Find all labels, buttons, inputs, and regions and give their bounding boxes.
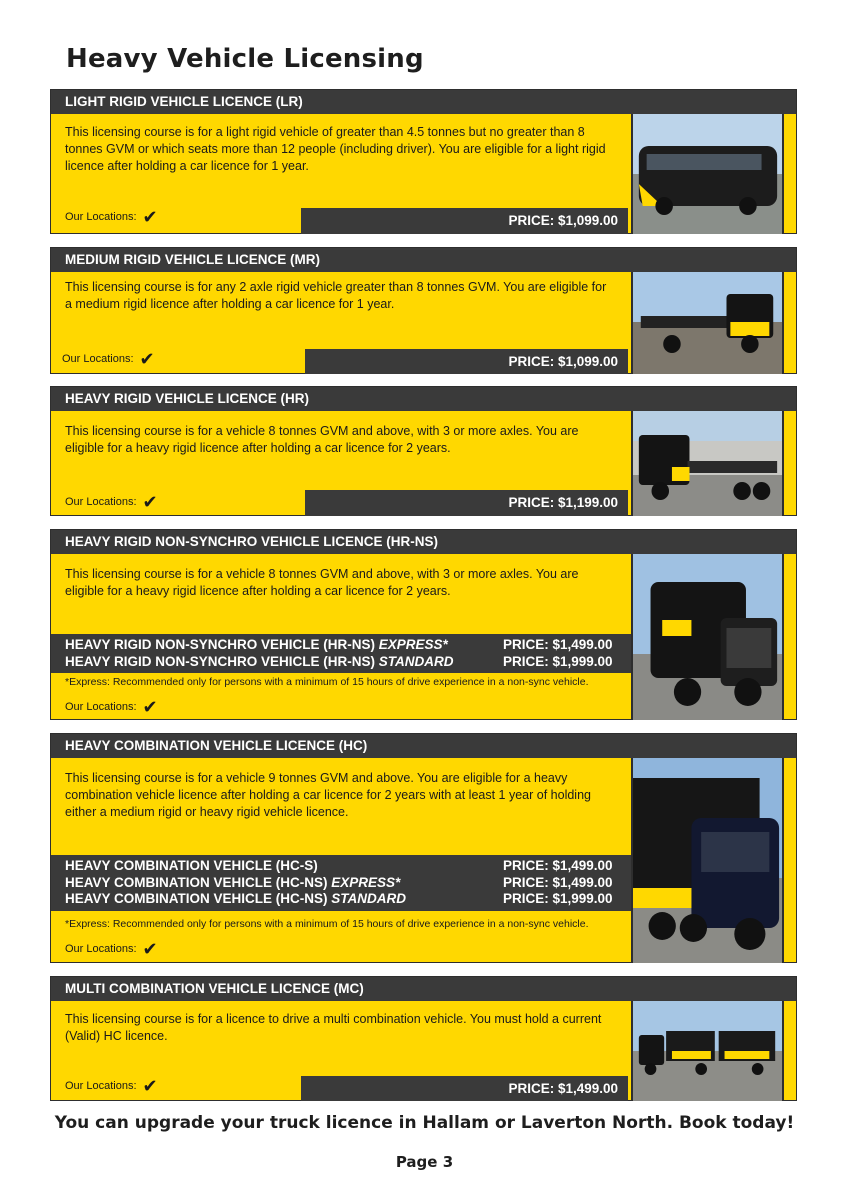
locations-text: Our Locations: (65, 211, 137, 223)
options-bar (51, 634, 631, 673)
card-hrns (50, 529, 797, 720)
locations-label[interactable] (65, 208, 158, 226)
card-description: This licensing course is for a light rigid vehicle of greater than 4.5 tonnes but no greater than 8 tonnes GVM or which seats more than 12 people (including driver). You are eligible for a light rigid licence after holding a car licence for 1 year. (65, 125, 606, 173)
option-title: HEAVY RIGID NON-SYNCHRO VEHICLE (HR-NS) (65, 653, 379, 669)
options-bar (51, 855, 631, 911)
option-title: HEAVY COMBINATION VEHICLE (HC-NS) (65, 891, 332, 906)
option-name (65, 891, 406, 908)
option-variant: EXPRESS* (331, 874, 401, 890)
price-bar: PRICE: $1,099.00 (301, 208, 628, 234)
locations-label[interactable] (65, 1077, 158, 1095)
card-lr (50, 89, 797, 234)
option-title: HEAVY COMBINATION VEHICLE (HC-S) (65, 858, 318, 873)
locations-label[interactable] (65, 493, 158, 511)
option-price: PRICE: $1,499.00 (503, 637, 613, 652)
option-name (65, 654, 454, 671)
card-description: This licensing course is for a vehicle 8 tonnes GVM and above, with 3 or more axles. You are eligible for a heavy rigid licence after holding a car licence for 2 years. (65, 424, 579, 455)
express-note: *Express: Recommended only for persons with a minimum of 15 hours of drive experience in a non-sync vehicle. (65, 676, 589, 688)
card-hr (50, 386, 797, 516)
flatbed-truck-photo (631, 272, 784, 374)
price-bar: PRICE: $1,099.00 (305, 349, 628, 374)
card-description: This licensing course is for a vehicle 9 tonnes GVM and above. You are eligible for a heavy combination vehicle licence after holding a car licence for 2 years with at least 1 year of holding either a medium rigid or heavy rigid vehicle licence. (65, 771, 591, 819)
locations-label[interactable] (62, 350, 155, 368)
card-heading: MEDIUM RIGID VEHICLE LICENCE (MR) (51, 248, 796, 272)
white-minibus-photo (631, 114, 784, 234)
card-heading: LIGHT RIGID VEHICLE LICENCE (LR) (51, 90, 796, 114)
b-double-truck-photo (631, 1001, 784, 1101)
card-description: This licensing course is for any 2 axle rigid vehicle greater than 8 tonnes GVM. You are eligible for a medium rigid licence after holding a car licence for 1 year. (65, 280, 607, 311)
option-title: HEAVY RIGID NON-SYNCHRO VEHICLE (HR-NS) (65, 637, 379, 652)
check-icon: ✔ (142, 1076, 158, 1096)
check-icon: ✔ (142, 939, 158, 959)
card-description: This licensing course is for a licence to drive a multi combination vehicle. You must hold a current (Valid) HC licence. (65, 1012, 602, 1043)
locations-text: Our Locations: (62, 353, 134, 365)
option-variant: STANDARD (378, 653, 454, 669)
card-description: This licensing course is for a vehicle 8 tonnes GVM and above, with 3 or more axles. You are eligible for a heavy rigid licence after holding a car licence for 2 years. (65, 567, 579, 598)
option-row (65, 875, 621, 892)
option-row (65, 637, 621, 654)
heavy-rigid-truck-photo (631, 411, 784, 516)
price-bar: PRICE: $1,199.00 (305, 490, 628, 516)
option-variant: STANDARD (331, 891, 407, 906)
price-bar: PRICE: $1,499.00 (301, 1076, 628, 1101)
option-name (65, 637, 448, 654)
locations-label[interactable] (65, 698, 158, 716)
locations-text: Our Locations: (65, 701, 137, 713)
option-title: HEAVY COMBINATION VEHICLE (HC-NS) (65, 874, 332, 890)
card-mc (50, 976, 797, 1101)
option-price: PRICE: $1,499.00 (503, 874, 613, 890)
locations-text: Our Locations: (65, 943, 137, 955)
card-heading: HEAVY COMBINATION VEHICLE LICENCE (HC) (51, 734, 796, 758)
semi-trailer-truck-photo (631, 758, 784, 963)
option-name (65, 875, 400, 892)
option-price: PRICE: $1,499.00 (503, 858, 613, 873)
check-icon: ✔ (142, 207, 158, 227)
card-heading: MULTI COMBINATION VEHICLE LICENCE (MC) (51, 977, 796, 1001)
option-name (65, 858, 318, 875)
express-note: *Express: Recommended only for persons with a minimum of 15 hours of drive experience in a non-sync vehicle. (65, 918, 589, 930)
check-icon: ✔ (142, 697, 158, 717)
check-icon: ✔ (142, 492, 158, 512)
page-number: Page 3 (395, 1153, 454, 1171)
option-variant: EXPRESS* (378, 637, 448, 652)
prime-mover-photo (631, 554, 784, 720)
footer-cta: You can upgrade your truck licence in Hallam or Laverton North. Book today! (54, 1113, 795, 1133)
option-row (65, 858, 621, 875)
locations-label[interactable] (65, 940, 158, 958)
option-row (65, 654, 621, 671)
option-row (65, 891, 621, 908)
locations-text: Our Locations: (65, 496, 137, 508)
card-heading: HEAVY RIGID NON-SYNCHRO VEHICLE LICENCE (HR-NS) (51, 530, 796, 554)
locations-text: Our Locations: (65, 1080, 137, 1092)
option-price: PRICE: $1,999.00 (503, 653, 613, 669)
page-title: Heavy Vehicle Licensing (66, 44, 424, 74)
card-hc (50, 733, 797, 963)
check-icon: ✔ (139, 349, 155, 369)
option-price: PRICE: $1,999.00 (503, 891, 613, 906)
card-mr (50, 247, 797, 374)
card-heading: HEAVY RIGID VEHICLE LICENCE (HR) (51, 387, 796, 411)
